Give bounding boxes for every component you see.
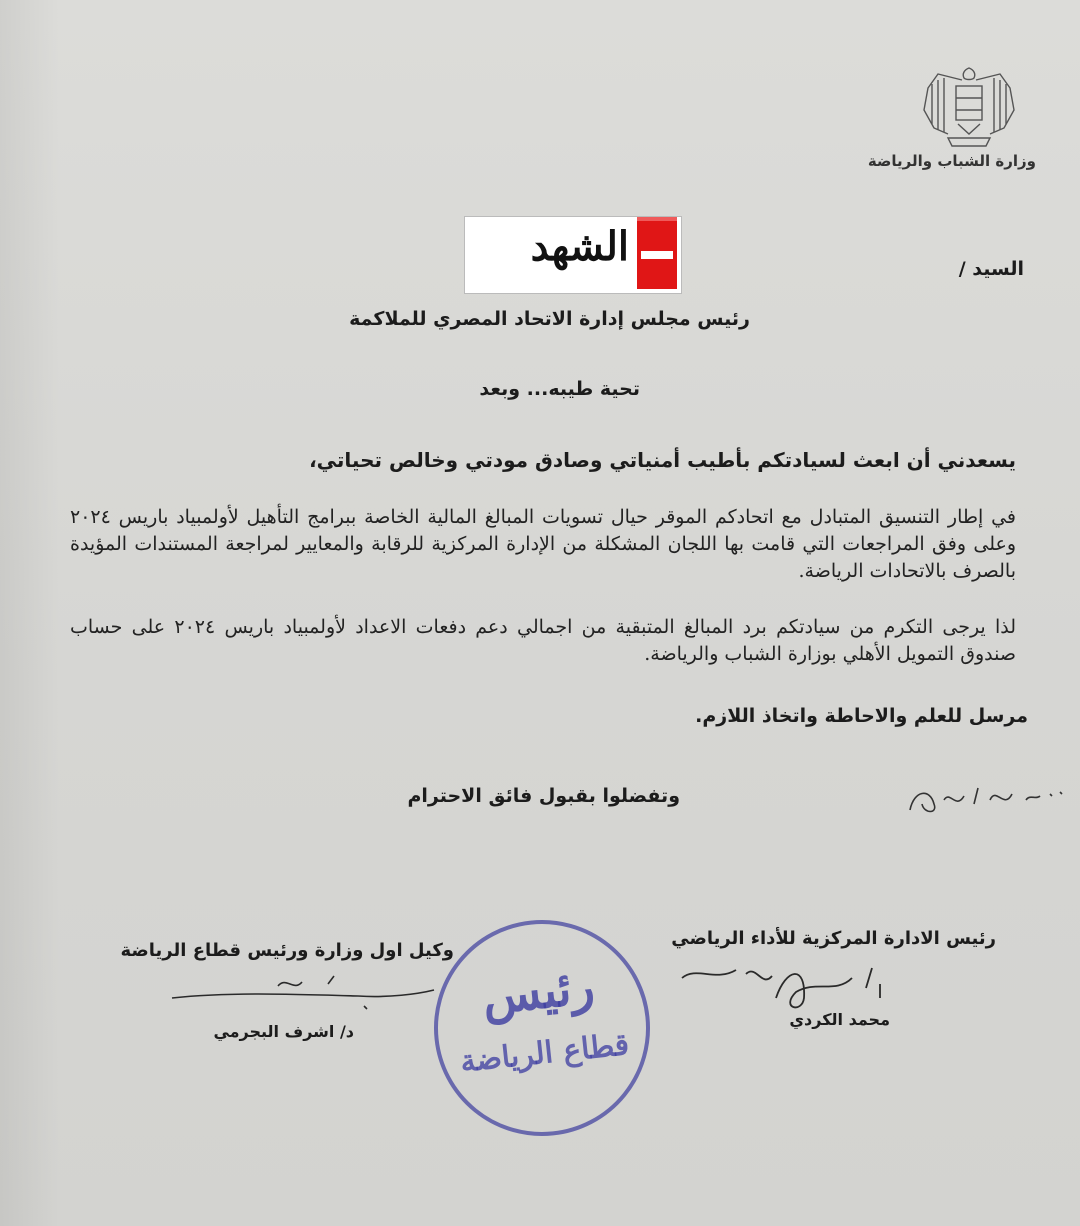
right-signatory-name: محمد الكردي <box>789 1010 890 1029</box>
eagle-emblem-icon <box>918 64 1020 152</box>
handwritten-date <box>900 770 1070 826</box>
left-signatory-title: وكيل اول وزارة ورئيس قطاع الرياضة <box>120 940 454 961</box>
left-signature <box>168 972 438 1022</box>
left-signatory-name: د/ اشرف البجرمي <box>213 1022 354 1041</box>
addressee: السيد / <box>958 258 1024 280</box>
logo-red-bar <box>637 221 677 289</box>
forward-line: مرسل للعلم والاحاطة واتخاذ اللازم. <box>695 705 1028 727</box>
paragraph-1: في إطار التنسيق المتبادل مع اتحادكم الموقر حيال تسويات المبالغ المالية الخاصة ببرامج التأهيل لأولمبياد باريس ٢٠٢٤ وعلى وفق المراجعات التي قامت بها اللجان المشكلة من الإدارة المركزية للرقابة والمعايير لمراجعة المستندات المؤيدة بالصرف بالاتحادات الرياضة. <box>70 506 1016 582</box>
official-stamp <box>423 909 660 1146</box>
right-signatory-title: رئيس الادارة المركزية للأداء الرياضي <box>671 928 996 949</box>
opening-line: يسعدني أن ابعث لسيادتكم بأطيب أمنياتي وصادق مودتي وخالص تحياتي، <box>309 448 1016 472</box>
ministry-name: وزارة الشباب والرياضة <box>867 152 1036 170</box>
paragraph-2: لذا يرجى التكرم من سيادتكم برد المبالغ المتبقية من اجمالي دعم دفعات الاعداد لأولمبياد باريس ٢٠٢٤ على حساب صندوق التمويل الأهلي بوزارة الشباب والرياضة. <box>70 616 1017 665</box>
page-shadow <box>0 0 60 1226</box>
stamp-subtitle: قطاع الرياضة <box>458 1027 631 1080</box>
stamp-title: رئيس <box>479 958 597 1026</box>
watermark-logo <box>464 216 682 294</box>
logo-text: الشهد <box>530 223 629 270</box>
greeting: تحية طيبه... وبعد <box>479 378 640 400</box>
closing-line: وتفضلوا بقبول فائق الاحترام <box>407 785 680 807</box>
recipient: رئيس مجلس إدارة الاتحاد المصري للملاكمة <box>349 308 750 330</box>
